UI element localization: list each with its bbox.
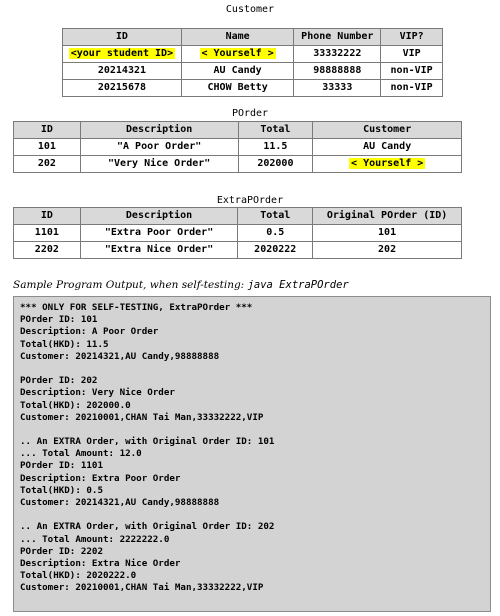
output-line: Total(HKD): 11.5 — [20, 338, 109, 350]
highlighted-text: < Yourself > — [201, 48, 274, 59]
table-cell: "Extra Poor Order" — [80, 225, 238, 242]
table-row — [63, 46, 443, 63]
output-line: Description: Very Nice Order — [20, 387, 175, 399]
table-cell: "Very Nice Order" — [80, 156, 238, 173]
table-cell: 33332222 — [294, 46, 381, 63]
output-line: Customer: 20214321,AU Candy,98888888 — [20, 350, 220, 362]
sample-output-label-text: Sample Program Output, when self-testing: — [13, 279, 248, 291]
table-cell: 202 — [14, 156, 81, 173]
highlighted-text: <your student ID> — [70, 48, 174, 59]
output-line — [20, 509, 490, 521]
customer-table-header-row — [63, 29, 443, 46]
porder-table — [13, 121, 462, 173]
table-cell: VIP — [381, 46, 443, 63]
output-line: Customer: 20210001,CHAN Tai Man,33332222,VIP — [20, 411, 264, 423]
sample-command: java ExtraPOrder — [247, 279, 349, 291]
table-cell: "Extra Nice Order" — [80, 242, 238, 259]
table-cell: 202000 — [238, 156, 313, 173]
extraporder-header-id: ID — [14, 208, 81, 225]
table-cell: 98888888 — [294, 63, 381, 80]
extraporder-table-header-row — [14, 208, 462, 225]
extraporder-header-description: Description — [80, 208, 238, 225]
program-output-box — [13, 296, 491, 612]
table-cell: AU Candy — [313, 139, 462, 156]
table-cell: 0.5 — [238, 225, 313, 242]
table-cell: non-VIP — [381, 63, 443, 80]
output-line: .. An EXTRA Order, with Original Order ID: 202 — [20, 521, 275, 533]
output-line: Description: Extra Nice Order — [20, 557, 181, 569]
table-cell: 11.5 — [238, 139, 313, 156]
extraporder-header-total: Total — [238, 208, 313, 225]
table-row — [63, 63, 443, 80]
output-line: ... Total Amount: 12.0 — [20, 448, 142, 460]
porder-header-total: Total — [238, 122, 313, 139]
table-row — [14, 225, 462, 242]
customer-header-phone: Phone Number — [294, 29, 381, 46]
table-row — [14, 242, 462, 259]
output-line: POrder ID: 202 — [20, 375, 98, 387]
output-line: POrder ID: 2202 — [20, 545, 103, 557]
porder-header-description: Description — [80, 122, 238, 139]
highlighted-text: < Yourself > — [351, 158, 424, 169]
output-line: Description: A Poor Order — [20, 326, 159, 338]
output-line: Total(HKD): 202000.0 — [20, 399, 131, 411]
output-line: POrder ID: 101 — [20, 314, 98, 326]
table-row — [14, 139, 462, 156]
table-cell: 2020222 — [238, 242, 313, 259]
customer-table — [62, 28, 443, 97]
table-cell: 33333 — [294, 80, 381, 97]
customer-header-name: Name — [181, 29, 294, 46]
porder-table-caption: POrder — [231, 108, 269, 119]
output-line: Total(HKD): 2020222.0 — [20, 570, 137, 582]
extraporder-table — [13, 207, 462, 259]
table-cell: 202 — [313, 242, 462, 259]
table-cell: AU Candy — [181, 63, 294, 80]
extraporder-header-original-id: Original POrder (ID) — [313, 208, 462, 225]
table-cell: 20214321 — [63, 63, 182, 80]
output-line: Customer: 20214321,AU Candy,98888888 — [20, 497, 220, 508]
output-line: .. An EXTRA Order, with Original Order ID: 101 — [20, 436, 275, 448]
extraporder-table-caption: ExtraPOrder — [216, 195, 284, 206]
porder-table-header-row — [14, 122, 462, 139]
output-line — [20, 363, 490, 375]
output-line — [20, 424, 490, 436]
table-cell: 101 — [14, 139, 81, 156]
customer-header-vip: VIP? — [381, 29, 443, 46]
table-cell: "A Poor Order" — [80, 139, 238, 156]
table-cell: 2202 — [14, 242, 81, 259]
table-row — [14, 156, 462, 173]
table-cell — [63, 46, 182, 63]
customer-header-id: ID — [63, 29, 182, 46]
output-line: POrder ID: 1101 — [20, 460, 103, 472]
customer-table-caption: Customer — [225, 4, 275, 15]
porder-header-customer: Customer — [313, 122, 462, 139]
sample-output-label — [13, 279, 349, 291]
output-line: *** ONLY FOR SELF-TESTING, ExtraPOrder *** — [20, 302, 253, 313]
table-cell — [181, 46, 294, 63]
output-line: Customer: 20210001,CHAN Tai Man,33332222,VIP — [20, 582, 264, 594]
output-line: Description: Extra Poor Order — [20, 472, 181, 484]
table-cell: CHOW Betty — [181, 80, 294, 97]
output-line: Total(HKD): 0.5 — [20, 484, 103, 496]
table-cell — [313, 156, 462, 173]
table-row — [63, 80, 443, 97]
table-cell: 1101 — [14, 225, 81, 242]
table-cell: 20215678 — [63, 80, 182, 97]
table-cell: non-VIP — [381, 80, 443, 97]
table-cell: 101 — [313, 225, 462, 242]
output-line: ... Total Amount: 2222222.0 — [20, 533, 170, 545]
porder-header-id: ID — [14, 122, 81, 139]
